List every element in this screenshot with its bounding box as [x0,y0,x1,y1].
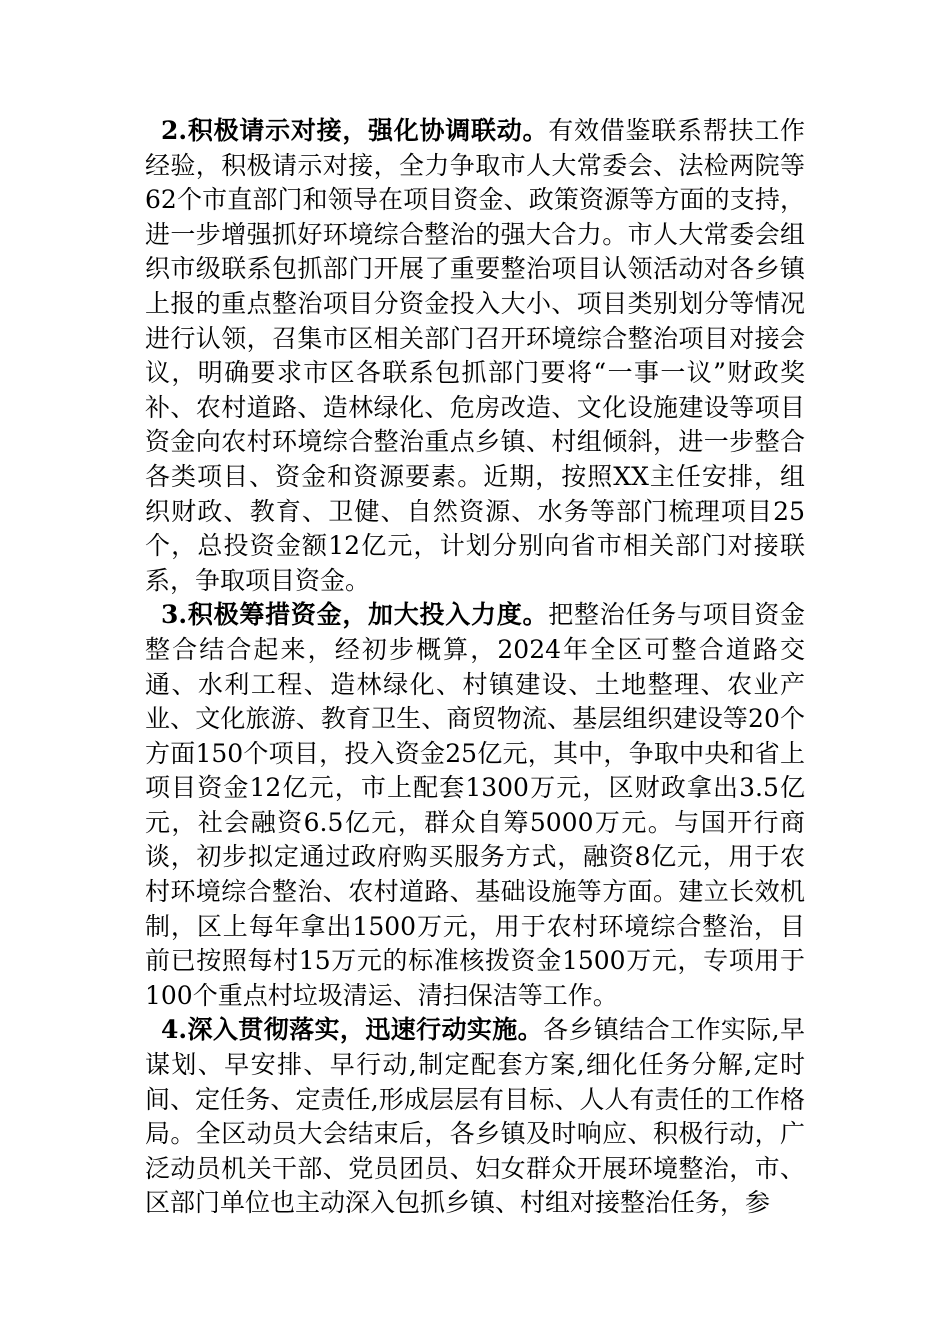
paragraph-body: 有效借鉴联系帮扶工作经验，积极请示对接，全力争取市人大常委会、法检两院等62个市直部门和领导在项目资金、政策资源等方面的支持，进一步增强抓好环境综合整治的强大合力。市人大常委会组织市级联系包抓部门开展了重要整治项目认领活动对各乡镇上报的重点整治项目分资金投入大小、项目类别划分等情况进行认领，召集市区相关部门召开环境综合整治项目对接会议，明确要求市区各联系包抓部门要将“一事一议”财政奖补、农村道路、造林绿化、危房改造、文化设施建设等项目资金向农村环境综合整治重点乡镇、村组倾斜，进一步整合各类项目、资金和资源要素。近期，按照XX主任安排，组织财政、教育、卫健、自然资源、水务等部门梳理项目25个，总投资金额12亿元，计划分别向省市相关部门对接联系，争取项目资金。 [145,116,805,595]
paragraph-heading: 3.积极筹措资金，加大投入力度。 [161,600,549,630]
paragraph-heading: 4.深入贯彻落实，迅速行动实施。 [161,1015,544,1045]
document-page [145,114,805,1221]
paragraph-coordination [145,114,805,598]
paragraph-funding [145,598,805,1013]
paragraph-implementation [145,1013,805,1221]
paragraph-body: 把整治任务与项目资金整合结合起来，经初步概算，2024年全区可整合道路交通、水利工程、造林绿化、村镇建设、土地整理、农业产业、文化旅游、教育卫生、商贸物流、基层组织建设等20个方面150个项目，投入资金25亿元，其中，争取中央和省上项目资金12亿元，市上配套1300万元，区财政拿出3.5亿元，社会融资6.5亿元，群众自筹5000万元。与国开行商谈，初步拟定通过政府购买服务方式，融资8亿元，用于农村环境综合整治、农村道路、基础设施等方面。建立长效机制，区上每年拿出1500万元，用于农村环境综合整治，目前已按照每村15万元的标准核拨资金1500万元，专项用于100个重点村垃圾清运、清扫保洁等工作。 [145,600,805,1010]
paragraph-heading: 2.积极请示对接，强化协调联动。 [161,116,549,145]
paragraph-body: 各乡镇结合工作实际,早谋划、早安排、早行动,制定配套方案,细化任务分解,定时间、定任务、定责任,形成层层有目标、人人有责任的工作格局。全区动员大会结束后，各乡镇及时响应、积极行动，广泛动员机关干部、党员团员、妇女群众开展环境整治，市、区部门单位也主动深入包抓乡镇、村组对接整治任务，参 [145,1015,805,1218]
